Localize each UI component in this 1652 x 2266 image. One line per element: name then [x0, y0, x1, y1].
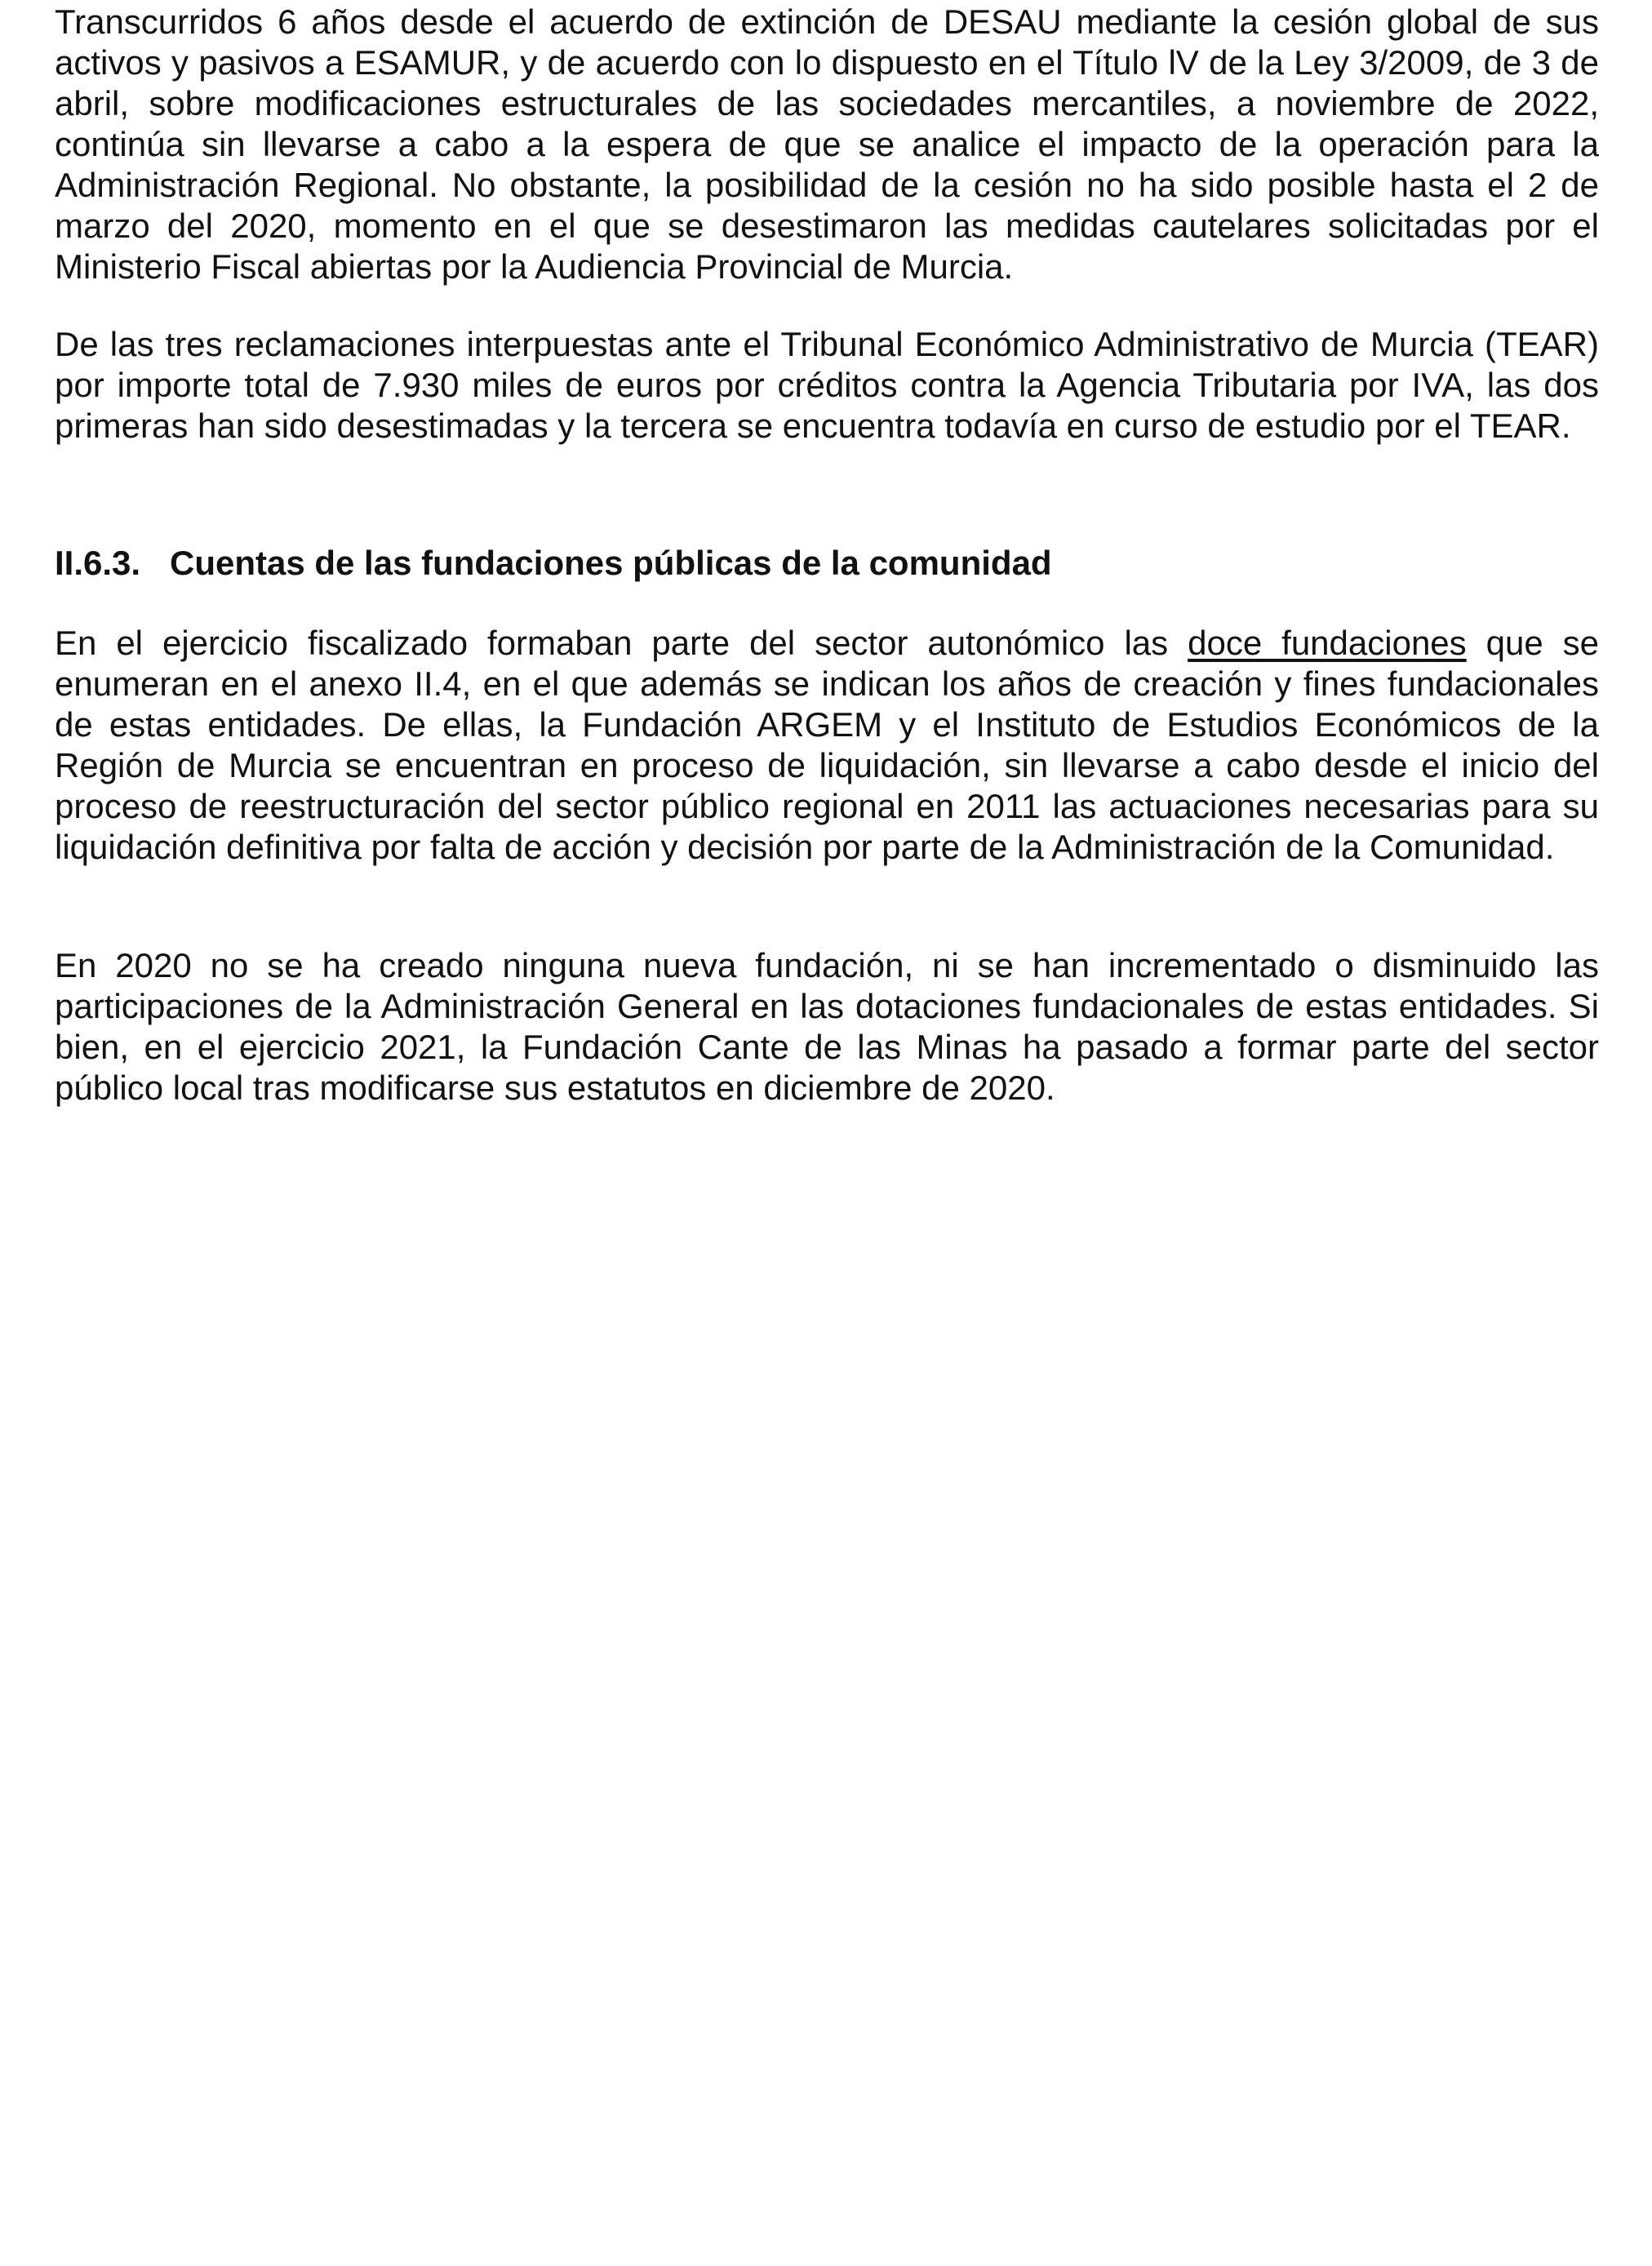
doce-fundaciones-link[interactable]: doce fundaciones: [1188, 624, 1467, 662]
paragraph-desau: Transcurridos 6 años desde el acuerdo de extinción de DESAU mediante la cesión global de sus activos y pasivos a ESAMUR, y de acuerdo con lo dispuesto en el Título lV de la Ley 3/2009, de 3 de abril, sobre modificaciones estructurales de las sociedades mercantiles, a noviembre de 2022, continúa sin llevarse a cabo a la espera de que se analice el impacto de la operación para la Administración Regional. No obstante, la posibilidad de la cesión no ha sido posible hasta el 2 de marzo del 2020, momento en el que se desestimaron las medidas cautelares solicitadas por el Ministerio Fiscal abiertas por la Audiencia Provincial de Murcia.: [55, 2, 1599, 286]
section-heading: [55, 543, 1599, 584]
paragraph-2020: En 2020 no se ha creado ninguna nueva fundación, ni se han incrementado o disminuido las participaciones de la Administración General en las dotaciones fundacionales de estas entidades. Si bien, en el ejercicio 2021, la Fundación Cante de las Minas ha pasado a formar parte del sector público local tras modificarse sus estatutos en diciembre de 2020.: [55, 946, 1599, 1107]
paragraph-fundaciones-text-start: En el ejercicio fiscalizado formaban parte del sector autonómico las: [55, 624, 1188, 662]
paragraph-fundaciones-text-end: que se enumeran en el anexo II.4, en el que además se indican los años de creación y fines fundacionales de estas entidades. De ellas, la Fundación ARGEM y el Instituto de Estudios Económicos de la Región de Murcia se encuentran en proceso de liquidación, sin llevarse a cabo desde el inicio del proceso de reestructuración del sector público regional en 2011 las actuaciones necesarias para su liquidación definitiva por falta de acción y decisión por parte de la Administración de la Comunidad.: [55, 624, 1600, 866]
paragraph-tear: De las tres reclamaciones interpuestas ante el Tribunal Económico Administrativo de Murcia (TEAR) por importe total de 7.930 miles de euros por créditos contra la Agencia Tributaria por IVA, las dos primeras han sido desestimadas y la tercera se encuentra todavía en curso de estudio por el TEAR.: [55, 325, 1599, 445]
section-title: Cuentas de las fundaciones públicas de la comunidad: [170, 544, 1052, 582]
paragraph-fundaciones: [55, 623, 1599, 868]
section-number: II.6.3.: [55, 544, 141, 582]
